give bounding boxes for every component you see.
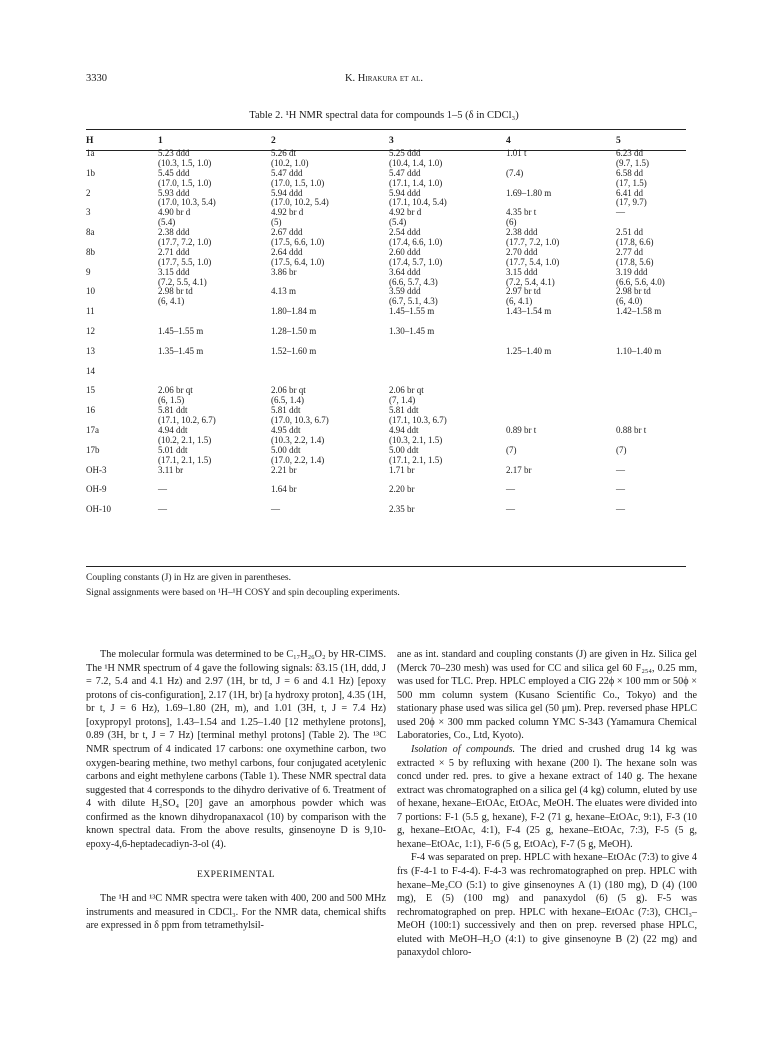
table-cell: 5.81 ddt (17.1, 10.2, 6.7) — [158, 405, 216, 426]
table-cell: 3.19 ddd (6.6, 5.6, 4.0) — [616, 266, 665, 287]
table-cell: 2.71 ddd (17.7, 5.5, 1.0) — [158, 246, 212, 267]
table-cell: 5.47 ddd (17.1, 1.4, 1.0) — [389, 167, 443, 188]
table-cell: 5.00 ddt (17.0, 2.2, 1.4) — [271, 444, 325, 465]
row-label: 17a — [86, 424, 99, 435]
table-row — [86, 485, 686, 505]
table-header-row — [86, 133, 686, 149]
table-row — [86, 505, 686, 525]
body-paragraph: The ¹H and ¹³C NMR spectra were taken with 400, 200 and 500 MHz instruments and measured in CDCl₃. For the NMR data, chemical shifts are expressed in δ ppm from tetramethylsil- — [86, 893, 386, 932]
paragraph-text: The dried and crushed drug 14 kg was extracted × 5 by refluxing with hexane (200 l). The hexane soln was concd under red. pres. to give a hexane extract of 140 g. The hexane extract was chromatographed on a silica gel (4 kg) column, eluted by use of hexane, hexane–EtOAc, EtOAc, MeOH. The eluates were divided into 7 portions: F-1 (5.5 g, hexane), F-2 (71 g, hexane–EtOAc, 9:1), F-3 (10 g, hexane–EtOAc, 4:1), F-4 (25 g, hexane–EtOAc, 7:3), F-5 (5 g, hexane–EtOAc, 1:1), F-6 (5 g, EtOAc), F-7 (5 g, MeOH). — [397, 743, 697, 850]
row-label: 9 — [86, 266, 91, 277]
table-cell — [616, 367, 686, 387]
table-cell: 6.41 dd (17, 9.7) — [616, 187, 647, 208]
table-cell — [616, 386, 686, 406]
table-cell: 1.35–1.45 m — [158, 345, 204, 356]
table-cell: 1.64 br — [271, 484, 297, 495]
table-cell: 6.23 dd (9.7, 1.5) — [616, 148, 649, 168]
table-cell — [506, 386, 616, 406]
table-cell: — — [616, 464, 625, 475]
table-cell: 5.94 ddd (17.1, 10.4, 5.4) — [389, 187, 447, 208]
table-cell: 1.45–1.55 m — [389, 306, 435, 317]
table-caption: Table 2. ¹H NMR spectral data for compounds 1–5 (δ in CDCl₃) — [249, 110, 519, 121]
table-cell: 4.35 br t (6) — [506, 207, 537, 228]
table-cell: 1.42–1.58 m — [616, 306, 662, 317]
table-cell: 2.38 ddd (17.7, 7.2, 1.0) — [506, 227, 560, 248]
table-cell: (7) — [506, 444, 517, 455]
column-header: 4 — [506, 135, 511, 146]
table-cell: 5.25 ddd (10.4, 1.4, 1.0) — [389, 148, 443, 168]
table-cell: 4.90 br d (5.4) — [158, 207, 191, 228]
table-cell: — — [506, 484, 515, 495]
row-label: 11 — [86, 306, 95, 317]
table-cell: 4.95 ddt (10.3, 2.2, 1.4) — [271, 424, 325, 445]
table-cell: 0.88 br t — [616, 424, 647, 435]
row-label: 14 — [86, 365, 95, 376]
row-label: 8b — [86, 246, 95, 257]
table-cell: 5.45 ddd (17.0, 1.5, 1.0) — [158, 167, 212, 188]
table-cell — [616, 327, 686, 347]
table-cell: — — [616, 504, 625, 515]
row-label: 10 — [86, 286, 95, 297]
table-cell: 4.92 br d (5) — [271, 207, 304, 228]
table-cell: — — [271, 504, 280, 515]
table-row — [86, 406, 686, 426]
body-paragraph: ane as int. standard and coupling constants (J) are given in Hz. Silica gel (Merck 70–230 mesh) was used for CC and silica gel 60 F₂₅₄, 0.25 mm, was used for TLC. Prep. HPLC employed a CIG 22ϕ × 100 mm or 50ϕ × 500 mm column system (Kusano Scientific Co., Tokyo) and the stationary phase used was silica gel (50 μm). Prep. reversed phase HPLC used 20ϕ × 300 mm packed column YMC S-343 (Yamamura Chemical Laboratories, Co., Ltd, Kyoto). — [397, 649, 697, 742]
table-cell: — — [158, 504, 167, 515]
table-body — [86, 149, 686, 525]
left-column — [86, 648, 386, 933]
table-cell: 1.25–1.40 m — [506, 345, 552, 356]
table-cell: 5.93 ddd (17.0, 10.3, 5.4) — [158, 187, 216, 208]
table-cell: 1.45–1.55 m — [158, 326, 204, 337]
table-cell: 2.60 ddd (17.4, 5.7, 1.0) — [389, 246, 443, 267]
table-cell: 3.15 ddd (7.2, 5.4, 4.1) — [506, 266, 555, 287]
right-column — [397, 648, 697, 960]
table-cell: 2.54 ddd (17.4, 6.6, 1.0) — [389, 227, 443, 248]
row-label: 17b — [86, 444, 100, 455]
table-cell: 4.13 m — [271, 286, 297, 297]
table-bottom-rule — [86, 566, 686, 567]
table-cell: 0.89 br t — [506, 424, 537, 435]
table-cell: 5.81 ddt (17.0, 10.3, 6.7) — [271, 405, 329, 426]
section-heading: EXPERIMENTAL — [196, 870, 276, 881]
table-cell: 2.70 ddd (17.7, 5.4, 1.0) — [506, 246, 560, 267]
table-row — [86, 287, 686, 307]
table-cell: 3.15 ddd (7.2, 5.5, 4.1) — [158, 266, 207, 287]
table-cell: 3.86 br — [271, 266, 297, 277]
body-paragraph — [397, 743, 697, 852]
table-cell: 2.67 ddd (17.5, 6.6, 1.0) — [271, 227, 325, 248]
table-cell: 1.80–1.84 m — [271, 306, 317, 317]
table-cell: 5.00 ddt (17.1, 2.1, 1.5) — [389, 444, 443, 465]
column-header: 5 — [616, 135, 621, 146]
table-cell — [616, 406, 686, 426]
table-cell: 3.59 ddd (6.7, 5.1, 4.3) — [389, 286, 438, 307]
table-cell: 2.06 br qt (7, 1.4) — [389, 385, 424, 406]
row-label: 1b — [86, 167, 95, 178]
table-row — [86, 149, 686, 169]
table-row — [86, 347, 686, 367]
table-cell: 1.10–1.40 m — [616, 345, 662, 356]
table-cell: 5.81 ddt (17.1, 10.3, 6.7) — [389, 405, 447, 426]
table-cell: 1.28–1.50 m — [271, 326, 317, 337]
table-cell: (7.4) — [506, 167, 524, 178]
table-row — [86, 446, 686, 466]
table-cell — [389, 347, 506, 367]
table-row — [86, 386, 686, 406]
table-cell — [271, 367, 389, 387]
table-cell: 2.17 br — [506, 464, 532, 475]
table-footnote: Coupling constants (J) in Hz are given in parentheses. — [86, 573, 291, 583]
table-cell: (7) — [616, 444, 627, 455]
table-cell: 5.47 ddd (17.0, 1.5, 1.0) — [271, 167, 325, 188]
table-row — [86, 208, 686, 228]
table-row — [86, 367, 686, 387]
row-label: 2 — [86, 187, 91, 198]
table-row — [86, 189, 686, 209]
body-paragraph: F-4 was separated on prep. HPLC with hexane–EtOAc (7:3) to give 4 frs (F-4-1 to F-4-4). F-4-3 was rechromatographed on prep. HPLC with hexane–Me₂CO (5:1) to give ginsenoynes A (1) (180 mg), D (4) (100 mg), E (5) (100 mg) and panaxydol (6) (5 g). F-5 was rechromatographed on prep. HPLC with hexane–EtOAc (7:3), CHCl₃–MeOH (100:1) successively and then on prep. reversed phase HPLC, eluted with MeOH–H₂O (4:1) to give ginsenoyne B (2) (22 mg) and panaxydol chloro- — [397, 852, 697, 959]
table-row — [86, 268, 686, 288]
page-number: 3330 — [86, 73, 107, 84]
table-cell — [506, 367, 616, 387]
table-cell: 5.23 ddd (10.3, 1.5, 1.0) — [158, 148, 212, 168]
table-cell: 6.58 dd (17, 1.5) — [616, 167, 647, 188]
table-cell: 2.38 ddd (17.7, 7.2, 1.0) — [158, 227, 212, 248]
table-cell: 2.06 br qt (6.5, 1.4) — [271, 385, 306, 406]
table-row — [86, 327, 686, 347]
table-footnote: Signal assignments were based on ¹H–¹H COSY and spin decoupling experiments. — [86, 588, 400, 598]
table-cell: 4.94 ddt (10.2, 2.1, 1.5) — [158, 424, 212, 445]
row-label: OH-10 — [86, 504, 111, 515]
row-label: OH-3 — [86, 464, 107, 475]
column-header: 3 — [389, 135, 394, 146]
row-label: 16 — [86, 405, 95, 416]
row-label: 1a — [86, 148, 95, 158]
row-label: 8a — [86, 227, 95, 238]
table-row — [86, 248, 686, 268]
row-label: 12 — [86, 326, 95, 337]
column-header: H — [86, 135, 94, 146]
table-cell: 1.30–1.45 m — [389, 326, 435, 337]
table-cell: 2.97 br td (6, 4.1) — [506, 286, 541, 307]
table-cell: — — [506, 504, 515, 515]
body-paragraph: The molecular formula was determined to be C₁₇H₂₆O₂ by HR-CIMS. The ¹H NMR spectrum of 4 gave the following signals: δ3.15 (1H, ddd, J = 7.2, 5.4 and 4.1 Hz) and 2.97 (1H, br td, J = 6 and 4.1 Hz) [epoxy protons of cis-configuration], 2.17 (1H, br) [a hydroxy proton], 4.35 (1H, br t, J = 6 Hz), 1.69–1.80 (2H, m), and 1.01 (3H, t, J = 7.4 Hz) [oxypropyl protons], 1.43–1.54 and 1.25–1.40 [12 methylene protons], 0.89 (3H, br t, J = 7 Hz) [terminal methyl protons] (Table 2). The ¹³C NMR spectrum of 4 indicated 17 carbons: one oxymethine carbon, two oxygen-bearing methine, two methyl carbons, four conjugated acetylenic carbons and eight methylene carbons (Table 1). These NMR spectral data suggested that 4 corresponds to the dihydro derivative of 6. Treatment of 4 with dilute H₂SO₄ [20] gave an amorphous powder which was confirmed as the known dihydropanaxacol (10) by comparison with the known spectral data. From the above results, ginsenoyne D is 9,10-epoxy-4,6-heptadecadiyn-3-ol (4). — [86, 649, 386, 850]
table-cell: 3.64 ddd (6.6, 5.7, 4.3) — [389, 266, 438, 287]
table-cell: 2.35 br — [389, 504, 415, 515]
table-row — [86, 169, 686, 189]
table-cell: 1.71 br — [389, 464, 415, 475]
nmr-table — [86, 133, 686, 525]
table-row — [86, 307, 686, 327]
table-cell — [506, 406, 616, 426]
table-row — [86, 228, 686, 248]
table-row — [86, 466, 686, 486]
table-cell: — — [616, 484, 625, 495]
table-cell: — — [616, 207, 625, 218]
table-cell: 2.06 br qt (6, 1.5) — [158, 385, 193, 406]
table-cell — [389, 367, 506, 387]
table-top-rule — [86, 129, 686, 130]
table-cell: 2.20 br — [389, 484, 415, 495]
table-cell: 2.98 br td (6, 4.1) — [158, 286, 193, 307]
table-cell: 5.01 ddt (17.1, 2.1, 1.5) — [158, 444, 212, 465]
column-header: 1 — [158, 135, 163, 146]
table-cell — [158, 367, 271, 387]
table-cell: 2.98 br td (6, 4.0) — [616, 286, 651, 307]
column-header: 2 — [271, 135, 276, 146]
paragraph-title: Isolation of compounds. — [411, 743, 516, 755]
row-label: OH-9 — [86, 484, 107, 495]
row-label: 13 — [86, 345, 95, 356]
table-cell: 4.92 br d (5.4) — [389, 207, 422, 228]
table-cell: 1.69–1.80 m — [506, 187, 552, 198]
table-cell: 2.21 br — [271, 464, 297, 475]
running-head: K. Hirakura et al. — [344, 73, 424, 84]
table-cell: 1.43–1.54 m — [506, 306, 552, 317]
table-cell: — — [158, 484, 167, 495]
table-cell — [158, 307, 271, 327]
table-cell: 2.64 ddd (17.5, 6.4, 1.0) — [271, 246, 325, 267]
row-label: 15 — [86, 385, 95, 396]
table-cell: 1.01 t — [506, 148, 527, 158]
table-cell: 5.26 dt (10.2, 1.0) — [271, 148, 309, 168]
table-cell: 2.77 dd (17.8, 5.6) — [616, 246, 654, 267]
table-row — [86, 426, 686, 446]
table-cell: 4.94 ddt (10.3, 2.1, 1.5) — [389, 424, 443, 445]
table-cell — [506, 327, 616, 347]
row-label: 3 — [86, 207, 91, 218]
table-cell: 5.94 ddd (17.0, 10.2, 5.4) — [271, 187, 329, 208]
table-cell: 3.11 br — [158, 464, 184, 475]
table-cell: 1.52–1.60 m — [271, 345, 317, 356]
table-cell: 2.51 dd (17.8, 6.6) — [616, 227, 654, 248]
